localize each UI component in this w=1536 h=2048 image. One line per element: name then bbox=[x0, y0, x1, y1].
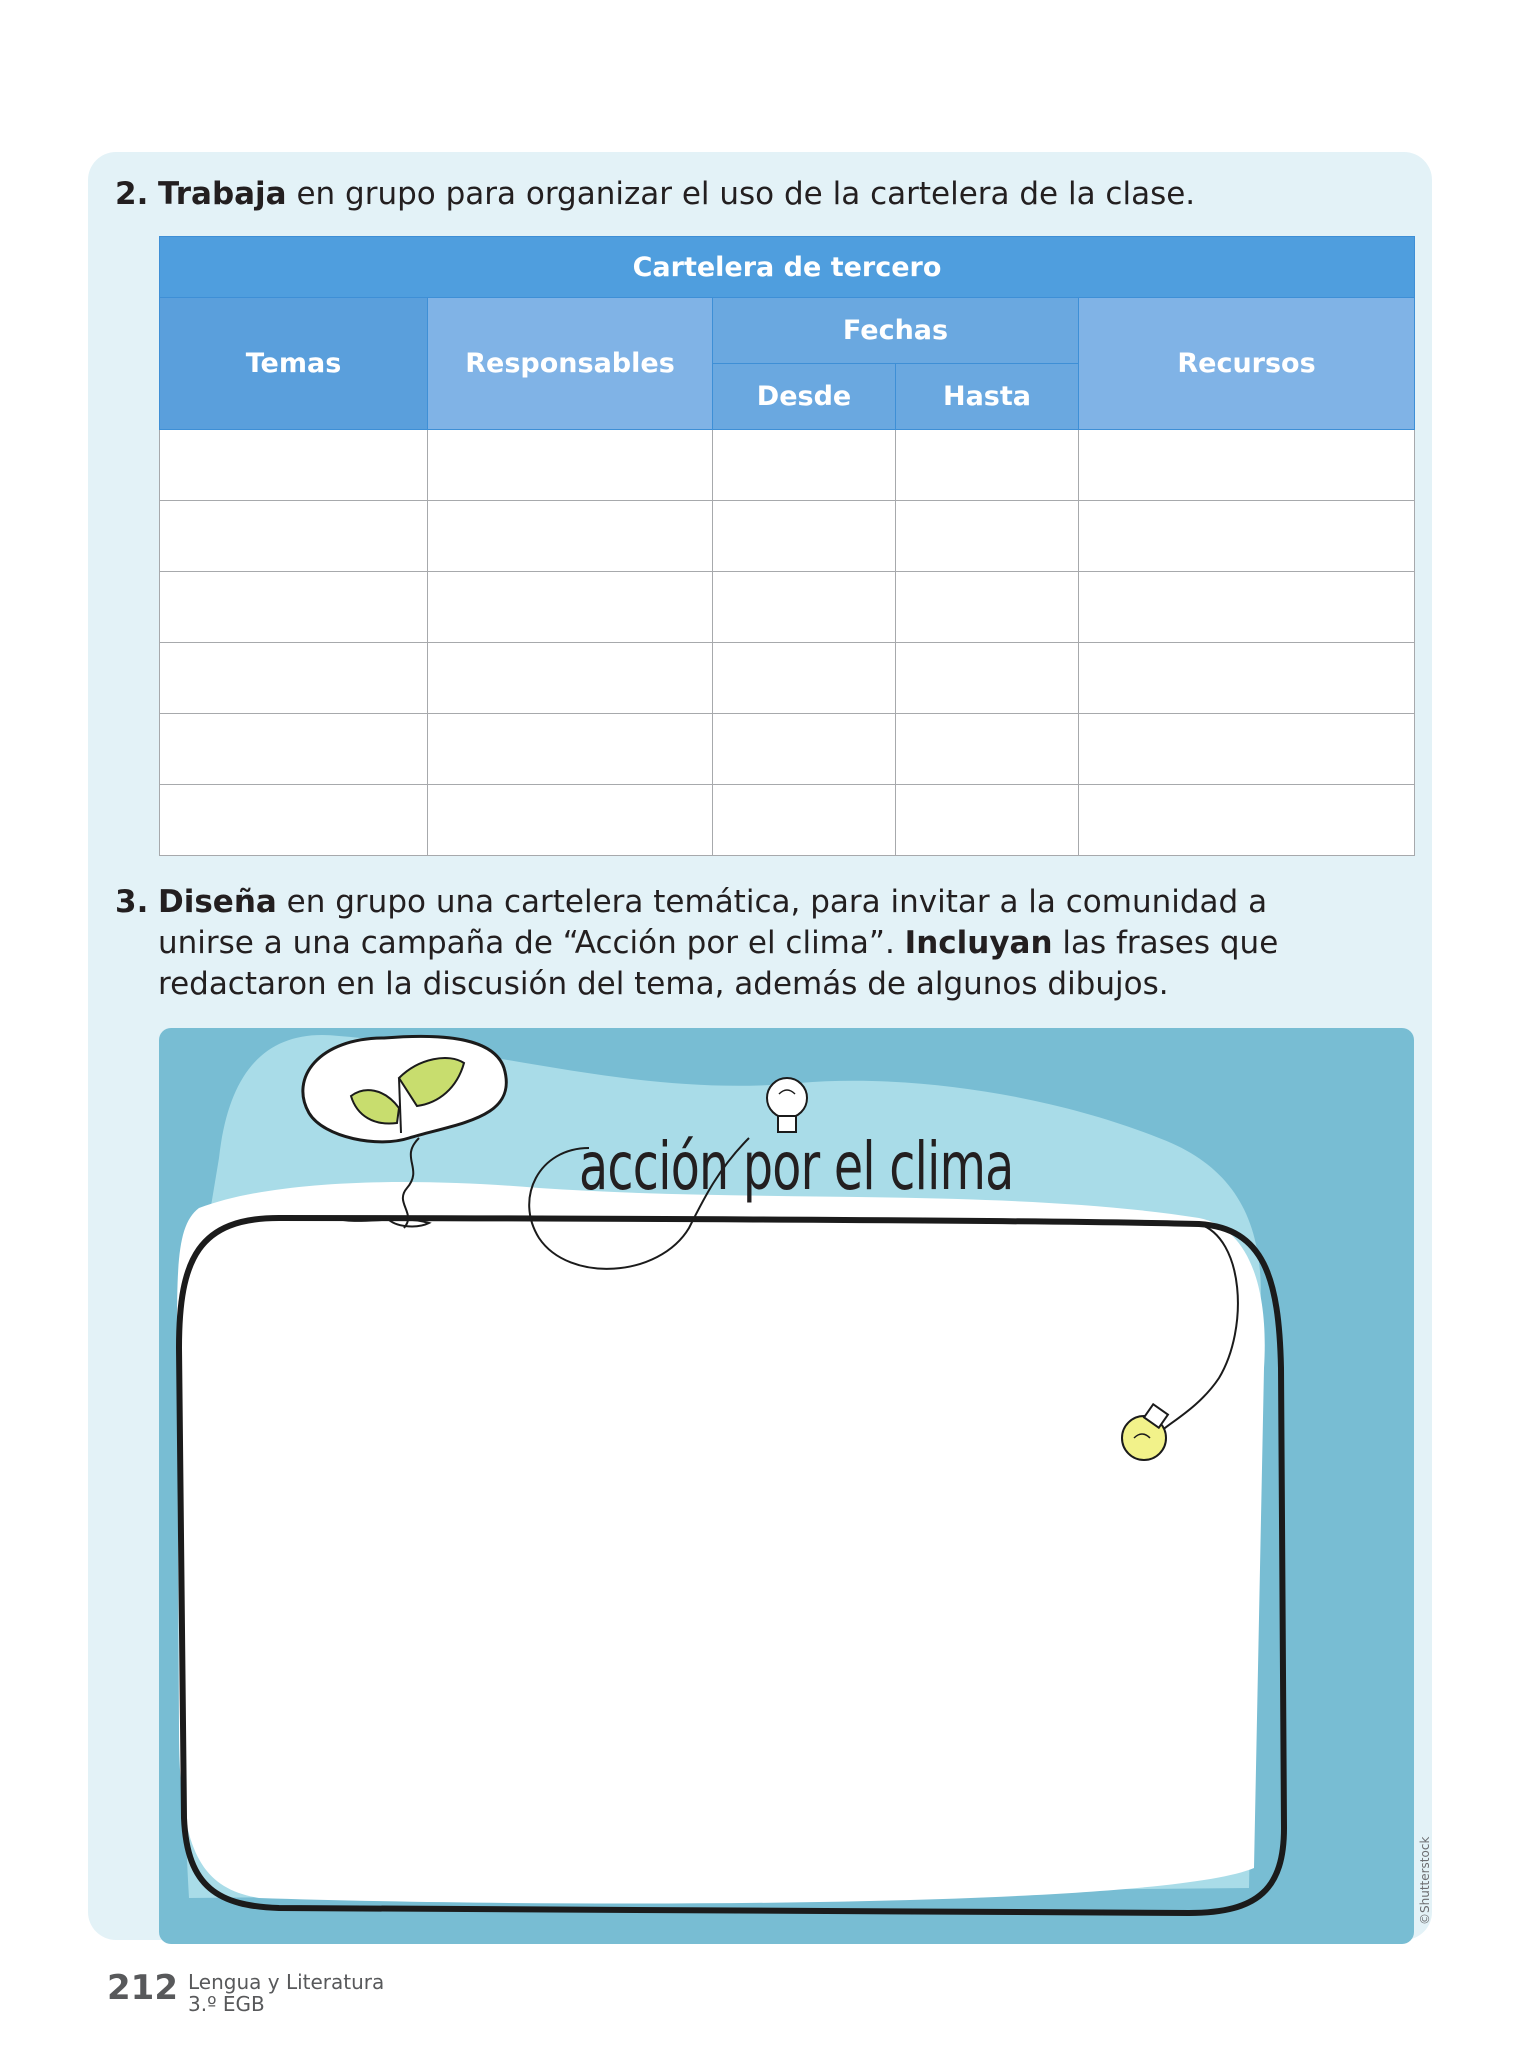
header-responsables: Responsables bbox=[428, 298, 713, 430]
exercise-2-number: 2. bbox=[115, 176, 149, 212]
table-cell[interactable] bbox=[1079, 714, 1415, 785]
table-row bbox=[160, 785, 1415, 856]
exercise-3-verb2: Incluyan bbox=[904, 925, 1053, 961]
header-hasta: Hasta bbox=[896, 364, 1079, 430]
table-cell[interactable] bbox=[428, 714, 713, 785]
exercise-2-verb: Trabaja bbox=[158, 176, 287, 212]
table-cell[interactable] bbox=[713, 430, 896, 501]
page-number: 212 bbox=[107, 1968, 178, 2008]
table-title: Cartelera de tercero bbox=[160, 237, 1415, 298]
table-cell[interactable] bbox=[160, 714, 428, 785]
header-fechas: Fechas bbox=[713, 298, 1079, 364]
table-cell[interactable] bbox=[160, 430, 428, 501]
table-cell[interactable] bbox=[428, 430, 713, 501]
table-cell[interactable] bbox=[896, 643, 1079, 714]
table-cell[interactable] bbox=[896, 572, 1079, 643]
table-cell[interactable] bbox=[896, 501, 1079, 572]
header-recursos: Recursos bbox=[1079, 298, 1415, 430]
table-cell[interactable] bbox=[1079, 785, 1415, 856]
table-row bbox=[160, 572, 1415, 643]
table-row bbox=[160, 714, 1415, 785]
poster-white-area bbox=[177, 1182, 1265, 1904]
exercise-3-number: 3. bbox=[115, 884, 149, 920]
table-cell[interactable] bbox=[713, 785, 896, 856]
header-temas: Temas bbox=[160, 298, 428, 430]
table-cell[interactable] bbox=[160, 501, 428, 572]
footer-subject bbox=[188, 1971, 384, 2015]
table-cell[interactable] bbox=[713, 643, 896, 714]
table-row bbox=[160, 430, 1415, 501]
table-row bbox=[160, 643, 1415, 714]
cartelera-table bbox=[159, 236, 1415, 856]
exercise-3-line2b: las frases que bbox=[1052, 925, 1279, 961]
table-cell[interactable] bbox=[896, 430, 1079, 501]
exercise-3-line2a: unirse a una campaña de “Acción por el clima”. bbox=[158, 925, 905, 961]
table-cell[interactable] bbox=[1079, 430, 1415, 501]
header-desde: Desde bbox=[713, 364, 896, 430]
exercise-3-verb: Diseña bbox=[158, 884, 277, 920]
table-row bbox=[160, 501, 1415, 572]
table-cell[interactable] bbox=[428, 501, 713, 572]
table-cell[interactable] bbox=[713, 501, 896, 572]
table-cell[interactable] bbox=[160, 643, 428, 714]
table-cell[interactable] bbox=[428, 643, 713, 714]
image-credit: ©Shutterstock bbox=[1418, 1836, 1432, 1925]
table-cell[interactable] bbox=[1079, 501, 1415, 572]
table-cell[interactable] bbox=[896, 785, 1079, 856]
poster-title: acción por el clima bbox=[579, 1128, 1014, 1205]
exercise-3-line1: en grupo una cartelera temática, para invitar a la comunidad a bbox=[276, 884, 1268, 920]
subject-name: Lengua y Literatura bbox=[188, 1970, 385, 1994]
table-cell[interactable] bbox=[1079, 572, 1415, 643]
exercise-2-text: en grupo para organizar el uso de la cartelera de la clase. bbox=[286, 176, 1196, 212]
table-cell[interactable] bbox=[713, 714, 896, 785]
table-cell[interactable] bbox=[1079, 643, 1415, 714]
poster-drawing-area[interactable] bbox=[159, 1028, 1414, 1944]
table-cell[interactable] bbox=[428, 572, 713, 643]
table-cell[interactable] bbox=[896, 714, 1079, 785]
grade-label: 3.º EGB bbox=[188, 1992, 265, 2016]
exercise-3-line3: redactaron en la discusión del tema, además de algunos dibujos. bbox=[158, 966, 1169, 1002]
table-cell[interactable] bbox=[713, 572, 896, 643]
table-cell[interactable] bbox=[428, 785, 713, 856]
table-cell[interactable] bbox=[160, 572, 428, 643]
table-cell[interactable] bbox=[160, 785, 428, 856]
